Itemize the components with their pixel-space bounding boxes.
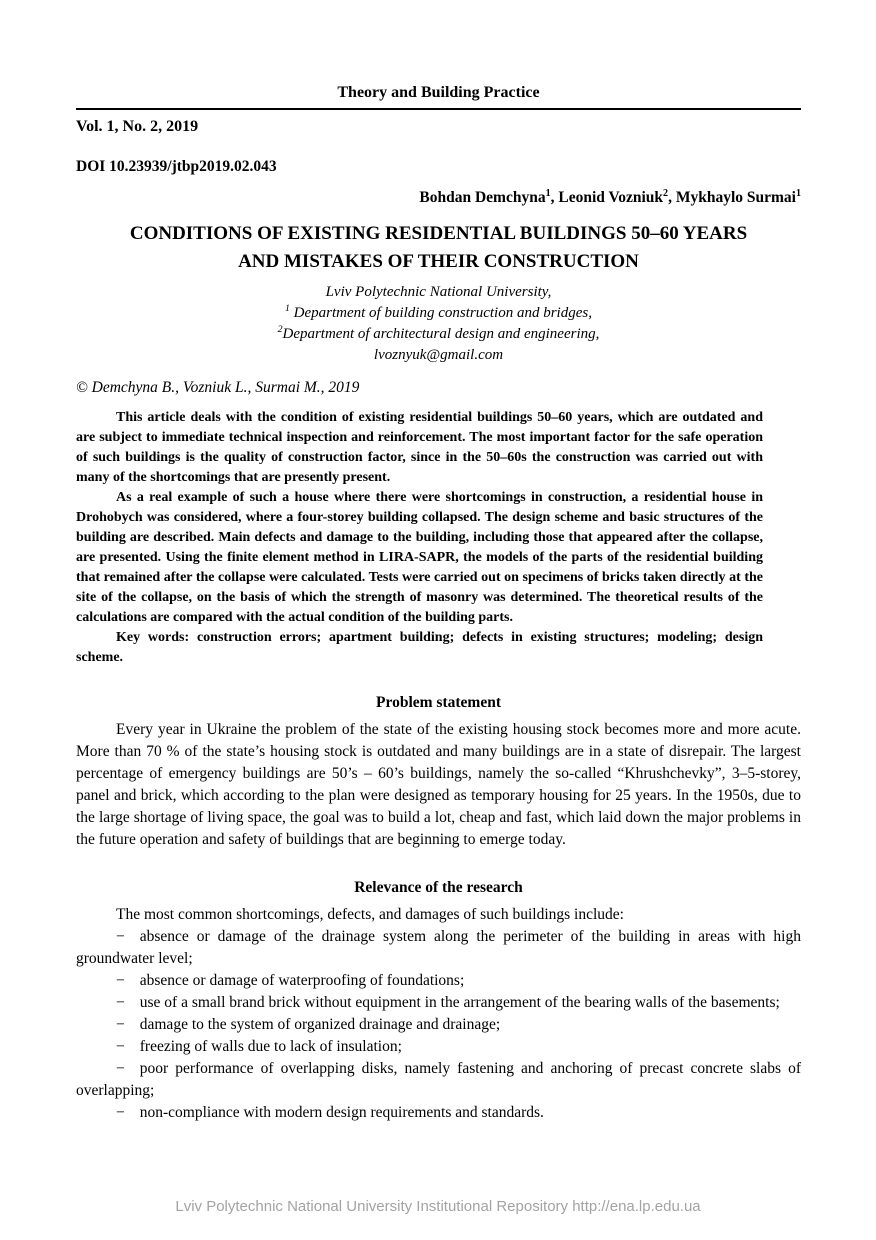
author-separator: , [550, 189, 559, 206]
affiliation-department-2 [76, 324, 801, 345]
repository-footer-note: Lviv Polytechnic National University Institutional Repository http://ena.lp.edu.ua [175, 1198, 701, 1215]
author-name-1: Bohdan Demchyna [419, 189, 546, 206]
author-affil-mark-1: 1 [545, 187, 551, 199]
author-separator: , [668, 189, 676, 206]
abstract-paragraph-1: This article deals with the condition of existing residential buildings 50–60 years, which are outdated and are subject to immediate technical inspection and reinforcement. The most important factor for the safe operation of such buildings is the quality of construction factor, since in the 50–60s the construction was carried out with many of the shortcomings that are presently present. [76, 410, 763, 486]
copyright-line: © Demchyna B., Vozniuk L., Surmai M., 2019 [76, 379, 360, 397]
list-dash: − [116, 1104, 125, 1122]
volume-issue-line: Vol. 1, No. 2, 2019 [76, 118, 199, 135]
article-title-line-2: AND MISTAKES OF THEIR CONSTRUCTION [238, 250, 639, 272]
affiliation-email: lvoznyuk@gmail.com [373, 347, 504, 364]
author-affil-mark-3: 1 [795, 187, 801, 199]
doi-line: DOI 10.23939/jtbp2019.02.043 [76, 158, 277, 175]
affiliation-university: Lviv Polytechnic National University, [325, 284, 552, 301]
list-item-text: use of a small brand brick without equipment in the arrangement of the bearing walls of the basements; [139, 994, 780, 1012]
list-item-text: poor performance of overlapping disks, namely fastening and anchoring of precast concrete slabs of overlapping; [76, 1060, 801, 1100]
list-item-text: freezing of walls due to lack of insulation; [139, 1038, 402, 1056]
relevance-intro: The most common shortcomings, defects, and damages of such buildings include: [116, 906, 624, 924]
authors-line [76, 189, 801, 207]
section-heading-problem-statement: Problem statement [376, 694, 501, 712]
list-item [76, 1036, 801, 1058]
article-title [76, 220, 801, 275]
list-item [76, 926, 801, 970]
list-item-text: absence or damage of waterproofing of foundations; [139, 972, 465, 990]
list-dash: − [116, 1060, 125, 1078]
affiliation-block [76, 282, 801, 366]
list-dash: − [116, 994, 125, 1012]
section-heading-relevance: Relevance of the research [354, 879, 523, 897]
affiliation-sup-1: 1 [285, 303, 290, 315]
list-item-text: damage to the system of organized drainage and drainage; [139, 1016, 501, 1034]
author-name-3: Mykhaylo Surmai [675, 189, 796, 206]
problem-statement-paragraph: Every year in Ukraine the problem of the state of the existing housing stock becomes more and more acute. More than 70 % of the state’s housing stock is outdated and many buildings are in a state of disrepair. The largest percentage of emergency buildings are 50’s – 60’s buildings, namely the so-called “Khrushchevky”, 3–5-storey, panel and brick, which according to the plan were designed as temporary housing for 25 years. In the 1950s, due to the large shortage of living space, the goal was to build a lot, cheap and fast, which laid down the major problems in the future operation and safety of buildings that are beginning to emerge today. [76, 721, 801, 849]
list-item [76, 970, 801, 992]
abstract [76, 408, 763, 668]
list-dash: − [116, 972, 125, 990]
list-dash: − [116, 928, 125, 946]
list-dash: − [116, 1038, 125, 1056]
list-item [76, 1058, 801, 1102]
abstract-keywords: Key words: construction errors; apartment building; defects in existing structures; modeling; design scheme. [76, 630, 763, 666]
author-affil-mark-2: 2 [663, 187, 669, 199]
list-item-text: non-compliance with modern design requirements and standards. [139, 1104, 544, 1122]
author-name-2: Leonid Vozniuk [558, 189, 664, 206]
list-item [76, 992, 801, 1014]
affiliation-department-1-text: Department of building construction and bridges, [289, 305, 592, 322]
list-dash: − [116, 1016, 125, 1034]
list-item-text: absence or damage of the drainage system along the perimeter of the building in areas with high groundwater level; [76, 928, 801, 968]
list-item [76, 1014, 801, 1036]
article-title-line-1: CONDITIONS OF EXISTING RESIDENTIAL BUILDINGS 50–60 YEARS [129, 223, 748, 244]
affiliation-department-1 [76, 303, 801, 324]
affiliation-sup-2: 2 [277, 324, 283, 336]
affiliation-department-2-text: Department of architectural design and engineering, [282, 326, 600, 343]
abstract-paragraph-2: As a real example of such a house where there were shortcomings in construction, a residential house in Drohobych was considered, where a four-storey building collapsed. The design scheme and basic structures of the building are described. Main defects and damage to the building, including those that appeared after the collapse, are presented. Using the finite element method in LIRA-SAPR, the models of the parts of the residential building that remained after the collapse were calculated. Tests were carried out on specimens of bricks taken directly at the site of the collapse, on the basis of which the strength of masonry was determined. The theoretical results of the calculations are compared with the actual condition of the building parts. [76, 490, 763, 626]
journal-header: Theory and Building Practice [76, 84, 801, 110]
list-item [76, 1102, 801, 1124]
